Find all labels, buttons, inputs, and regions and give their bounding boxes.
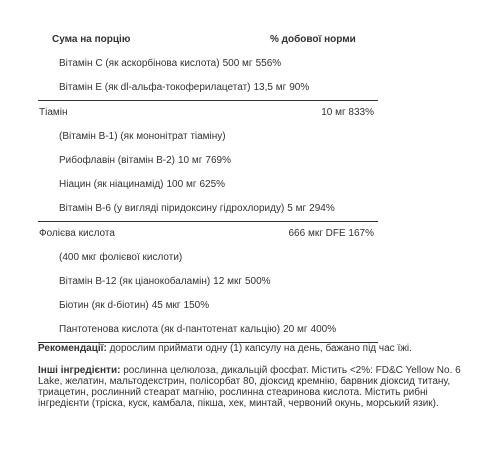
nutrient-dv: 294%	[309, 203, 335, 214]
nutrient-name: Біотин (як d-біотин)	[59, 300, 149, 311]
other-ingredients-text: рослинна целюлоза, дикальцій фосфат. Містить <2%: FD&C Yellow No. 6 Lake, желатин, мальтодекстрин, полісорбат 80, діоксид кремнію, барвник діоксид титану, триацетин, рослинний стеарат магнію, рослинна стеаринова кислота. Містить рибні інгредієнти (тріска, куск, камбала, пікша, хек, минтай, червоний окунь, морський язик).	[38, 365, 461, 409]
nutrient-amount: 20 мг	[283, 324, 308, 335]
nutrient-name: Пантотенова кислота (як d-пантотенат кальцію)	[59, 324, 281, 335]
nutrient-amount: 10 мг	[177, 155, 203, 166]
recommendations-paragraph	[38, 343, 478, 354]
nutrient-name: Ніацин (як ніацинамід)	[59, 179, 164, 190]
nutrient-dv: 150%	[183, 300, 210, 311]
nutrient-dv: 400%	[310, 324, 337, 335]
daily-value-header: % добової норми	[270, 34, 356, 45]
nutrient-amount: 100 мг	[166, 179, 197, 190]
table-row	[38, 149, 378, 173]
other-ingredients-paragraph	[38, 365, 478, 409]
nutrient-name: Вітамін В-6 (у вигляді піридоксину гідрохлориду)	[59, 203, 285, 214]
recommendations-text: дорослим приймати одну (1) капсулу на день, бажано під час їжі.	[106, 343, 412, 354]
table-row	[38, 197, 378, 222]
table-row	[38, 318, 378, 343]
nutrient-name: Вітамін С (як аскорбінова кислота)	[59, 58, 220, 69]
nutrient-amount: 13,5 мг	[253, 82, 287, 93]
nutrient-dv: 625%	[199, 179, 226, 190]
nutrient-subnote: (Вітамін В-1) (як мононітрат тіаміну)	[59, 131, 226, 142]
nutrient-name: Фолієва кислота	[39, 228, 115, 239]
product-notes	[38, 343, 478, 420]
table-row	[38, 270, 378, 294]
nutrient-name: Вітамін Е (як dl-альфа-токоферилацетат)	[59, 82, 251, 93]
table-row-sub	[38, 246, 378, 270]
table-row	[38, 101, 378, 125]
nutrient-amount: 500 мг	[222, 58, 253, 69]
nutrient-name: Тіамін	[39, 107, 68, 118]
recommendations-label: Рекомендації:	[38, 343, 107, 354]
supplement-facts-table	[38, 28, 378, 343]
nutrient-amount: 5 мг	[287, 203, 307, 214]
nutrient-amount: 12 мкг	[213, 276, 242, 287]
serving-header: Сума на порцію	[52, 34, 131, 45]
nutrient-amount-dv: 666 мкг DFE 167%	[288, 228, 374, 239]
table-row	[38, 52, 378, 76]
nutrient-dv: 90%	[289, 82, 310, 93]
table-row	[38, 222, 378, 246]
nutrient-name: Вітамін В-12 (як ціанокобаламін)	[59, 276, 211, 287]
table-row	[38, 294, 378, 318]
nutrient-amount: 45 мкг	[151, 300, 181, 311]
table-row-sub	[38, 125, 378, 149]
nutrient-name: Рибофлавін (вітамін В-2)	[59, 155, 175, 166]
table-header	[38, 28, 378, 52]
nutrient-amount-dv: 10 мг 833%	[321, 107, 374, 118]
other-ingredients-label: Інші інгредієнти:	[38, 365, 121, 376]
nutrient-dv: 556%	[255, 58, 282, 69]
table-row	[38, 173, 378, 197]
table-row	[38, 76, 378, 101]
nutrient-dv: 500%	[244, 276, 271, 287]
nutrient-subnote: (400 мкг фолієвої кислоти)	[59, 252, 183, 263]
nutrient-dv: 769%	[205, 155, 231, 166]
